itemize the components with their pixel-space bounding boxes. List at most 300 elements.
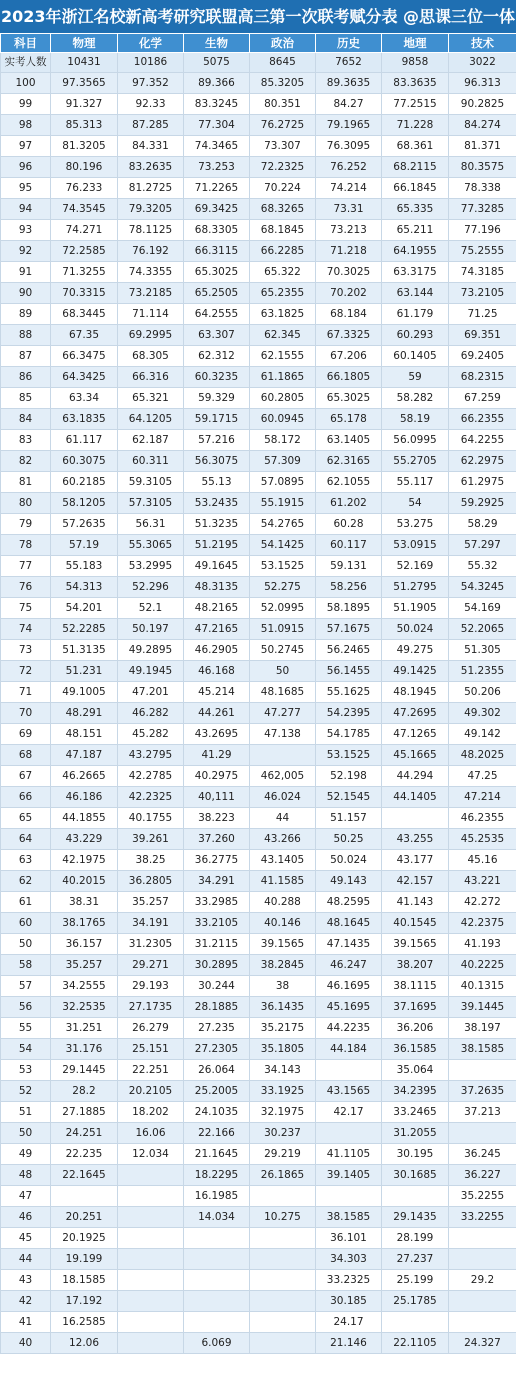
politics-cell: 36.1435 bbox=[250, 997, 316, 1018]
geography-cell: 65.211 bbox=[382, 220, 449, 241]
score-cell: 77 bbox=[1, 556, 51, 577]
physics-cell: 71.3255 bbox=[51, 262, 118, 283]
history-cell: 52.1545 bbox=[316, 787, 382, 808]
chemistry-cell bbox=[118, 1270, 184, 1291]
technology-cell: 51.2355 bbox=[449, 661, 516, 682]
table-row bbox=[1, 1333, 516, 1354]
chemistry-cell bbox=[118, 1165, 184, 1186]
score-cell: 72 bbox=[1, 661, 51, 682]
geography-cell: 30.1685 bbox=[382, 1165, 449, 1186]
history-cell: 65.3025 bbox=[316, 388, 382, 409]
exam-count-chemistry: 10186 bbox=[118, 53, 184, 73]
chemistry-cell: 31.2305 bbox=[118, 934, 184, 955]
physics-cell: 58.1205 bbox=[51, 493, 118, 514]
geography-cell: 51.1905 bbox=[382, 598, 449, 619]
table-row bbox=[1, 913, 516, 934]
technology-cell: 40.2225 bbox=[449, 955, 516, 976]
header-biology: 生物 bbox=[184, 34, 250, 53]
chemistry-cell: 65.321 bbox=[118, 388, 184, 409]
table-row bbox=[1, 661, 516, 682]
score-cell: 63 bbox=[1, 850, 51, 871]
technology-cell: 77.196 bbox=[449, 220, 516, 241]
table-row bbox=[1, 808, 516, 829]
score-cell: 73 bbox=[1, 640, 51, 661]
biology-cell: 40,111 bbox=[184, 787, 250, 808]
chemistry-cell: 53.2995 bbox=[118, 556, 184, 577]
technology-cell: 35.2255 bbox=[449, 1186, 516, 1207]
biology-cell: 24.1035 bbox=[184, 1102, 250, 1123]
chemistry-cell: 40.1755 bbox=[118, 808, 184, 829]
physics-cell: 97.3565 bbox=[51, 73, 118, 94]
politics-cell bbox=[250, 1228, 316, 1249]
biology-cell: 18.2295 bbox=[184, 1165, 250, 1186]
chemistry-cell: 76.192 bbox=[118, 241, 184, 262]
biology-cell: 48.3135 bbox=[184, 577, 250, 598]
table-row bbox=[1, 871, 516, 892]
score-cell: 90 bbox=[1, 283, 51, 304]
score-cell: 51 bbox=[1, 1102, 51, 1123]
table-row bbox=[1, 1165, 516, 1186]
technology-cell: 61.2975 bbox=[449, 472, 516, 493]
score-cell: 99 bbox=[1, 94, 51, 115]
physics-cell: 60.2185 bbox=[51, 472, 118, 493]
geography-cell: 58.19 bbox=[382, 409, 449, 430]
history-cell: 44.184 bbox=[316, 1039, 382, 1060]
table-row bbox=[1, 514, 516, 535]
score-cell: 94 bbox=[1, 199, 51, 220]
biology-cell: 57.216 bbox=[184, 430, 250, 451]
table-row bbox=[1, 220, 516, 241]
physics-cell: 28.2 bbox=[51, 1081, 118, 1102]
score-cell: 74 bbox=[1, 619, 51, 640]
physics-cell: 80.196 bbox=[51, 157, 118, 178]
physics-cell: 12.06 bbox=[51, 1333, 118, 1354]
physics-cell: 31.176 bbox=[51, 1039, 118, 1060]
history-cell: 59.131 bbox=[316, 556, 382, 577]
score-cell: 57 bbox=[1, 976, 51, 997]
chemistry-cell: 35.257 bbox=[118, 892, 184, 913]
chemistry-cell: 52.296 bbox=[118, 577, 184, 598]
table-row bbox=[1, 1081, 516, 1102]
technology-cell: 24.327 bbox=[449, 1333, 516, 1354]
exam-count-technology: 3022 bbox=[449, 53, 516, 73]
chemistry-cell: 56.31 bbox=[118, 514, 184, 535]
politics-cell: 48.1685 bbox=[250, 682, 316, 703]
geography-cell: 43.177 bbox=[382, 850, 449, 871]
technology-cell: 54.169 bbox=[449, 598, 516, 619]
politics-cell: 41.1585 bbox=[250, 871, 316, 892]
exam-count-physics: 10431 bbox=[51, 53, 118, 73]
score-cell: 50 bbox=[1, 934, 51, 955]
score-cell: 93 bbox=[1, 220, 51, 241]
technology-cell: 59.2925 bbox=[449, 493, 516, 514]
biology-cell: 43.2695 bbox=[184, 724, 250, 745]
physics-cell: 29.1445 bbox=[51, 1060, 118, 1081]
table-row bbox=[1, 892, 516, 913]
history-cell: 45.1695 bbox=[316, 997, 382, 1018]
chemistry-cell: 12.034 bbox=[118, 1144, 184, 1165]
technology-cell: 58.29 bbox=[449, 514, 516, 535]
table-row bbox=[1, 1207, 516, 1228]
geography-cell: 65.335 bbox=[382, 199, 449, 220]
geography-cell: 49.275 bbox=[382, 640, 449, 661]
table-row bbox=[1, 1123, 516, 1144]
politics-cell: 57.309 bbox=[250, 451, 316, 472]
history-cell: 46.247 bbox=[316, 955, 382, 976]
chemistry-cell: 60.311 bbox=[118, 451, 184, 472]
physics-cell: 55.183 bbox=[51, 556, 118, 577]
chemistry-cell: 64.1205 bbox=[118, 409, 184, 430]
technology-cell: 64.2255 bbox=[449, 430, 516, 451]
politics-cell: 38.2845 bbox=[250, 955, 316, 976]
history-cell: 71.218 bbox=[316, 241, 382, 262]
table-row bbox=[1, 430, 516, 451]
history-cell: 54.2395 bbox=[316, 703, 382, 724]
geography-cell: 63.3175 bbox=[382, 262, 449, 283]
technology-cell: 46.2355 bbox=[449, 808, 516, 829]
score-cell: 48 bbox=[1, 1165, 51, 1186]
physics-cell: 63.1835 bbox=[51, 409, 118, 430]
politics-cell: 10.275 bbox=[250, 1207, 316, 1228]
biology-cell: 51.2195 bbox=[184, 535, 250, 556]
history-cell bbox=[316, 1186, 382, 1207]
biology-cell: 6.069 bbox=[184, 1333, 250, 1354]
politics-cell: 35.2175 bbox=[250, 1018, 316, 1039]
geography-cell: 66.1845 bbox=[382, 178, 449, 199]
biology-cell: 51.3235 bbox=[184, 514, 250, 535]
table-row bbox=[1, 976, 516, 997]
chemistry-cell: 74.3355 bbox=[118, 262, 184, 283]
technology-cell: 78.338 bbox=[449, 178, 516, 199]
geography-cell: 60.1405 bbox=[382, 346, 449, 367]
table-row bbox=[1, 1249, 516, 1270]
physics-cell: 19.199 bbox=[51, 1249, 118, 1270]
technology-cell: 29.2 bbox=[449, 1270, 516, 1291]
history-cell: 46.1695 bbox=[316, 976, 382, 997]
technology-cell bbox=[449, 1123, 516, 1144]
chemistry-cell: 68.305 bbox=[118, 346, 184, 367]
politics-cell: 85.3205 bbox=[250, 73, 316, 94]
physics-cell: 64.3425 bbox=[51, 367, 118, 388]
history-cell: 49.143 bbox=[316, 871, 382, 892]
politics-cell: 52.0995 bbox=[250, 598, 316, 619]
score-cell: 43 bbox=[1, 1270, 51, 1291]
technology-cell: 45.2535 bbox=[449, 829, 516, 850]
geography-cell: 56.0995 bbox=[382, 430, 449, 451]
biology-cell: 30.2895 bbox=[184, 955, 250, 976]
history-cell: 21.146 bbox=[316, 1333, 382, 1354]
chemistry-cell: 49.2895 bbox=[118, 640, 184, 661]
table-row bbox=[1, 640, 516, 661]
score-cell: 45 bbox=[1, 1228, 51, 1249]
politics-cell: 32.1975 bbox=[250, 1102, 316, 1123]
biology-cell bbox=[184, 1312, 250, 1333]
table-row bbox=[1, 955, 516, 976]
geography-cell bbox=[382, 1312, 449, 1333]
geography-cell: 36.1585 bbox=[382, 1039, 449, 1060]
politics-cell bbox=[250, 1333, 316, 1354]
politics-cell bbox=[250, 1270, 316, 1291]
table-row bbox=[1, 283, 516, 304]
history-cell: 73.213 bbox=[316, 220, 382, 241]
technology-cell: 74.3185 bbox=[449, 262, 516, 283]
table-row bbox=[1, 304, 516, 325]
geography-cell: 38.207 bbox=[382, 955, 449, 976]
physics-cell: 81.3205 bbox=[51, 136, 118, 157]
biology-cell: 55.13 bbox=[184, 472, 250, 493]
table-row bbox=[1, 745, 516, 766]
technology-cell: 62.2975 bbox=[449, 451, 516, 472]
geography-cell: 30.195 bbox=[382, 1144, 449, 1165]
biology-cell: 64.2555 bbox=[184, 304, 250, 325]
biology-cell: 63.307 bbox=[184, 325, 250, 346]
exam-count-geography: 9858 bbox=[382, 53, 449, 73]
history-cell: 47.1435 bbox=[316, 934, 382, 955]
technology-cell bbox=[449, 1291, 516, 1312]
physics-cell: 40.2015 bbox=[51, 871, 118, 892]
table-row bbox=[1, 1060, 516, 1081]
biology-cell: 59.1715 bbox=[184, 409, 250, 430]
table-row bbox=[1, 451, 516, 472]
table-row bbox=[1, 472, 516, 493]
chemistry-cell: 59.3105 bbox=[118, 472, 184, 493]
table-row bbox=[1, 346, 516, 367]
biology-cell: 34.291 bbox=[184, 871, 250, 892]
history-cell: 76.252 bbox=[316, 157, 382, 178]
technology-cell: 81.371 bbox=[449, 136, 516, 157]
chemistry-cell: 79.3205 bbox=[118, 199, 184, 220]
score-cell: 58 bbox=[1, 955, 51, 976]
politics-cell: 65.2355 bbox=[250, 283, 316, 304]
header-geography: 地理 bbox=[382, 34, 449, 53]
technology-cell: 73.2105 bbox=[449, 283, 516, 304]
politics-cell bbox=[250, 1312, 316, 1333]
chemistry-cell: 29.271 bbox=[118, 955, 184, 976]
politics-cell: 73.307 bbox=[250, 136, 316, 157]
score-cell: 92 bbox=[1, 241, 51, 262]
biology-cell: 26.064 bbox=[184, 1060, 250, 1081]
physics-cell: 51.3135 bbox=[51, 640, 118, 661]
history-cell: 60.28 bbox=[316, 514, 382, 535]
biology-cell: 65.2505 bbox=[184, 283, 250, 304]
biology-cell: 77.304 bbox=[184, 115, 250, 136]
biology-cell: 65.3025 bbox=[184, 262, 250, 283]
politics-cell: 68.1845 bbox=[250, 220, 316, 241]
geography-cell: 64.1955 bbox=[382, 241, 449, 262]
score-cell: 100 bbox=[1, 73, 51, 94]
score-cell: 47 bbox=[1, 1186, 51, 1207]
politics-cell: 51.0915 bbox=[250, 619, 316, 640]
geography-cell: 52.169 bbox=[382, 556, 449, 577]
physics-cell: 76.233 bbox=[51, 178, 118, 199]
physics-cell: 22.1645 bbox=[51, 1165, 118, 1186]
geography-cell: 55.117 bbox=[382, 472, 449, 493]
exam-count-row bbox=[1, 53, 516, 73]
politics-cell: 47.138 bbox=[250, 724, 316, 745]
biology-cell: 71.2265 bbox=[184, 178, 250, 199]
technology-cell: 54.3245 bbox=[449, 577, 516, 598]
chemistry-cell: 87.285 bbox=[118, 115, 184, 136]
biology-cell bbox=[184, 1270, 250, 1291]
score-cell: 65 bbox=[1, 808, 51, 829]
geography-cell: 35.064 bbox=[382, 1060, 449, 1081]
table-row bbox=[1, 1291, 516, 1312]
score-cell: 76 bbox=[1, 577, 51, 598]
history-cell: 56.1455 bbox=[316, 661, 382, 682]
exam-count-label: 实考人数 bbox=[1, 53, 51, 73]
physics-cell: 54.313 bbox=[51, 577, 118, 598]
biology-cell: 25.2005 bbox=[184, 1081, 250, 1102]
physics-cell: 51.231 bbox=[51, 661, 118, 682]
technology-cell bbox=[449, 1228, 516, 1249]
history-cell: 63.1405 bbox=[316, 430, 382, 451]
physics-cell: 52.2285 bbox=[51, 619, 118, 640]
technology-cell: 77.3285 bbox=[449, 199, 516, 220]
biology-cell: 36.2775 bbox=[184, 850, 250, 871]
physics-cell: 16.2585 bbox=[51, 1312, 118, 1333]
geography-cell: 53.275 bbox=[382, 514, 449, 535]
table-row bbox=[1, 388, 516, 409]
politics-cell: 35.1805 bbox=[250, 1039, 316, 1060]
physics-cell: 49.1005 bbox=[51, 682, 118, 703]
table-row bbox=[1, 850, 516, 871]
politics-cell: 50 bbox=[250, 661, 316, 682]
history-cell: 52.198 bbox=[316, 766, 382, 787]
geography-cell: 31.2055 bbox=[382, 1123, 449, 1144]
score-cell: 97 bbox=[1, 136, 51, 157]
geography-cell: 83.3635 bbox=[382, 73, 449, 94]
technology-cell: 39.1445 bbox=[449, 997, 516, 1018]
biology-cell: 74.3465 bbox=[184, 136, 250, 157]
geography-cell: 34.2395 bbox=[382, 1081, 449, 1102]
biology-cell: 14.034 bbox=[184, 1207, 250, 1228]
history-cell: 39.1405 bbox=[316, 1165, 382, 1186]
geography-cell: 58.282 bbox=[382, 388, 449, 409]
score-cell: 42 bbox=[1, 1291, 51, 1312]
chemistry-cell: 46.282 bbox=[118, 703, 184, 724]
geography-cell: 68.2115 bbox=[382, 157, 449, 178]
geography-cell: 33.2465 bbox=[382, 1102, 449, 1123]
score-cell: 79 bbox=[1, 514, 51, 535]
score-cell: 69 bbox=[1, 724, 51, 745]
politics-cell: 62.345 bbox=[250, 325, 316, 346]
politics-cell bbox=[250, 745, 316, 766]
technology-cell: 49.302 bbox=[449, 703, 516, 724]
geography-cell: 48.1945 bbox=[382, 682, 449, 703]
chemistry-cell: 57.3105 bbox=[118, 493, 184, 514]
politics-cell: 43.266 bbox=[250, 829, 316, 850]
geography-cell: 47.2695 bbox=[382, 703, 449, 724]
table-row bbox=[1, 1270, 516, 1291]
history-cell: 41.1105 bbox=[316, 1144, 382, 1165]
biology-cell: 49.1645 bbox=[184, 556, 250, 577]
page-title: 2023年浙江名校新高考研究联盟高三第一次联考赋分表 @思课三位一体 bbox=[0, 0, 516, 33]
chemistry-cell: 97.352 bbox=[118, 73, 184, 94]
history-cell: 44.2235 bbox=[316, 1018, 382, 1039]
physics-cell: 31.251 bbox=[51, 1018, 118, 1039]
physics-cell: 60.3075 bbox=[51, 451, 118, 472]
technology-cell: 68.2315 bbox=[449, 367, 516, 388]
biology-cell: 33.2985 bbox=[184, 892, 250, 913]
history-cell: 84.27 bbox=[316, 94, 382, 115]
table-row bbox=[1, 367, 516, 388]
table-row bbox=[1, 1228, 516, 1249]
physics-cell: 68.3445 bbox=[51, 304, 118, 325]
biology-cell: 27.235 bbox=[184, 1018, 250, 1039]
table-row bbox=[1, 682, 516, 703]
table-row bbox=[1, 94, 516, 115]
history-cell: 70.202 bbox=[316, 283, 382, 304]
politics-cell: 46.024 bbox=[250, 787, 316, 808]
chemistry-cell: 25.151 bbox=[118, 1039, 184, 1060]
politics-cell: 43.1405 bbox=[250, 850, 316, 871]
geography-cell bbox=[382, 808, 449, 829]
physics-cell: 48.151 bbox=[51, 724, 118, 745]
politics-cell bbox=[250, 1186, 316, 1207]
geography-cell: 54 bbox=[382, 493, 449, 514]
history-cell: 53.1525 bbox=[316, 745, 382, 766]
score-cell: 88 bbox=[1, 325, 51, 346]
geography-cell: 63.144 bbox=[382, 283, 449, 304]
technology-cell: 47.25 bbox=[449, 766, 516, 787]
physics-cell: 57.2635 bbox=[51, 514, 118, 535]
physics-cell: 43.229 bbox=[51, 829, 118, 850]
politics-cell: 63.1825 bbox=[250, 304, 316, 325]
history-cell: 76.3095 bbox=[316, 136, 382, 157]
chemistry-cell: 22.251 bbox=[118, 1060, 184, 1081]
politics-cell: 61.1865 bbox=[250, 367, 316, 388]
politics-cell: 40.146 bbox=[250, 913, 316, 934]
table-row bbox=[1, 199, 516, 220]
table-row bbox=[1, 598, 516, 619]
geography-cell: 22.1105 bbox=[382, 1333, 449, 1354]
physics-cell: 32.2535 bbox=[51, 997, 118, 1018]
physics-cell: 34.2555 bbox=[51, 976, 118, 997]
chemistry-cell: 39.261 bbox=[118, 829, 184, 850]
biology-cell: 60.3235 bbox=[184, 367, 250, 388]
history-cell: 54.1785 bbox=[316, 724, 382, 745]
header-subject: 科目 bbox=[1, 34, 51, 53]
history-cell: 68.184 bbox=[316, 304, 382, 325]
table-row bbox=[1, 178, 516, 199]
physics-cell: 67.35 bbox=[51, 325, 118, 346]
politics-cell: 38 bbox=[250, 976, 316, 997]
score-cell: 40 bbox=[1, 1333, 51, 1354]
chemistry-cell: 18.202 bbox=[118, 1102, 184, 1123]
geography-cell: 71.228 bbox=[382, 115, 449, 136]
chemistry-cell bbox=[118, 1312, 184, 1333]
geography-cell: 41.143 bbox=[382, 892, 449, 913]
physics-cell: 74.271 bbox=[51, 220, 118, 241]
politics-cell: 80.351 bbox=[250, 94, 316, 115]
score-cell: 89 bbox=[1, 304, 51, 325]
politics-cell: 54.2765 bbox=[250, 514, 316, 535]
chemistry-cell: 52.1 bbox=[118, 598, 184, 619]
biology-cell: 47.2165 bbox=[184, 619, 250, 640]
table-row bbox=[1, 157, 516, 178]
exam-count-biology: 5075 bbox=[184, 53, 250, 73]
table-row bbox=[1, 493, 516, 514]
table-row bbox=[1, 766, 516, 787]
score-cell: 91 bbox=[1, 262, 51, 283]
history-cell: 70.3025 bbox=[316, 262, 382, 283]
biology-cell bbox=[184, 1249, 250, 1270]
technology-cell: 33.2255 bbox=[449, 1207, 516, 1228]
technology-cell: 69.2405 bbox=[449, 346, 516, 367]
biology-cell: 41.29 bbox=[184, 745, 250, 766]
chemistry-cell: 71.114 bbox=[118, 304, 184, 325]
politics-cell: 50.2745 bbox=[250, 640, 316, 661]
